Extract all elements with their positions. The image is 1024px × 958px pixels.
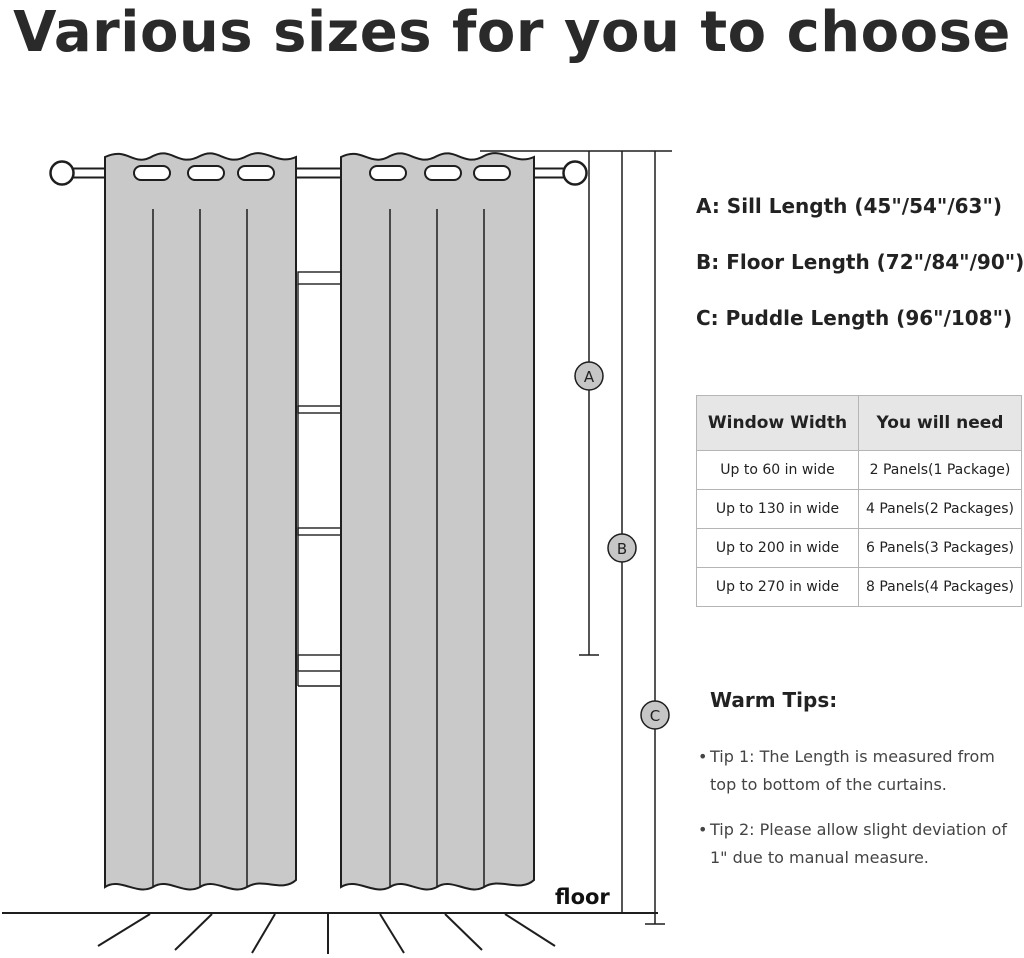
tip-text: Tip 1: The Length is measured from top to bottom of the curtains. — [710, 747, 995, 794]
need-cell: 4 Panels(2 Packages) — [859, 490, 1022, 529]
tip-text: Tip 2: Please allow slight deviation of 1" due to manual measure. — [710, 820, 1008, 867]
marker-c — [641, 701, 669, 729]
marker-b — [608, 534, 636, 562]
bullet-icon: • — [698, 747, 708, 766]
curtain-panel-icon — [105, 153, 296, 889]
width-cell: Up to 270 in wide — [697, 568, 859, 607]
table-row — [697, 568, 1022, 607]
need-cell: 2 Panels(1 Package) — [859, 451, 1022, 490]
width-cell: Up to 200 in wide — [697, 529, 859, 568]
warm-tips-title: Warm Tips: — [710, 688, 838, 712]
bullet-icon: • — [698, 820, 708, 839]
need-cell: 6 Panels(3 Packages) — [859, 529, 1022, 568]
tip-item — [698, 743, 1024, 799]
table-row — [697, 529, 1022, 568]
width-cell: Up to 130 in wide — [697, 490, 859, 529]
marker-c-label: C — [649, 707, 661, 725]
table-header-row — [697, 396, 1022, 451]
headline: Various sizes for you to choose — [13, 0, 1011, 65]
floor-label: floor — [555, 885, 610, 909]
table-row — [697, 490, 1022, 529]
window-frame-icon — [298, 272, 342, 686]
tip-item — [698, 816, 1024, 872]
sill-length-line: A: Sill Length (45"/54"/63") — [696, 194, 1003, 218]
column-header-you-will-need: You will need — [859, 396, 1022, 451]
size-table — [696, 395, 1022, 607]
curtain-panel-icon — [341, 153, 534, 889]
marker-a — [575, 362, 603, 390]
floor-icon — [2, 913, 658, 954]
puddle-length-line: C: Puddle Length (96"/108") — [696, 306, 1013, 330]
floor-length-line: B: Floor Length (72"/84"/90") — [696, 250, 1024, 274]
width-cell: Up to 60 in wide — [697, 451, 859, 490]
column-header-window-width: Window Width — [697, 396, 859, 451]
need-cell: 8 Panels(4 Packages) — [859, 568, 1022, 607]
table-row — [697, 451, 1022, 490]
marker-a-label: A — [583, 368, 595, 386]
marker-b-label: B — [616, 540, 628, 558]
